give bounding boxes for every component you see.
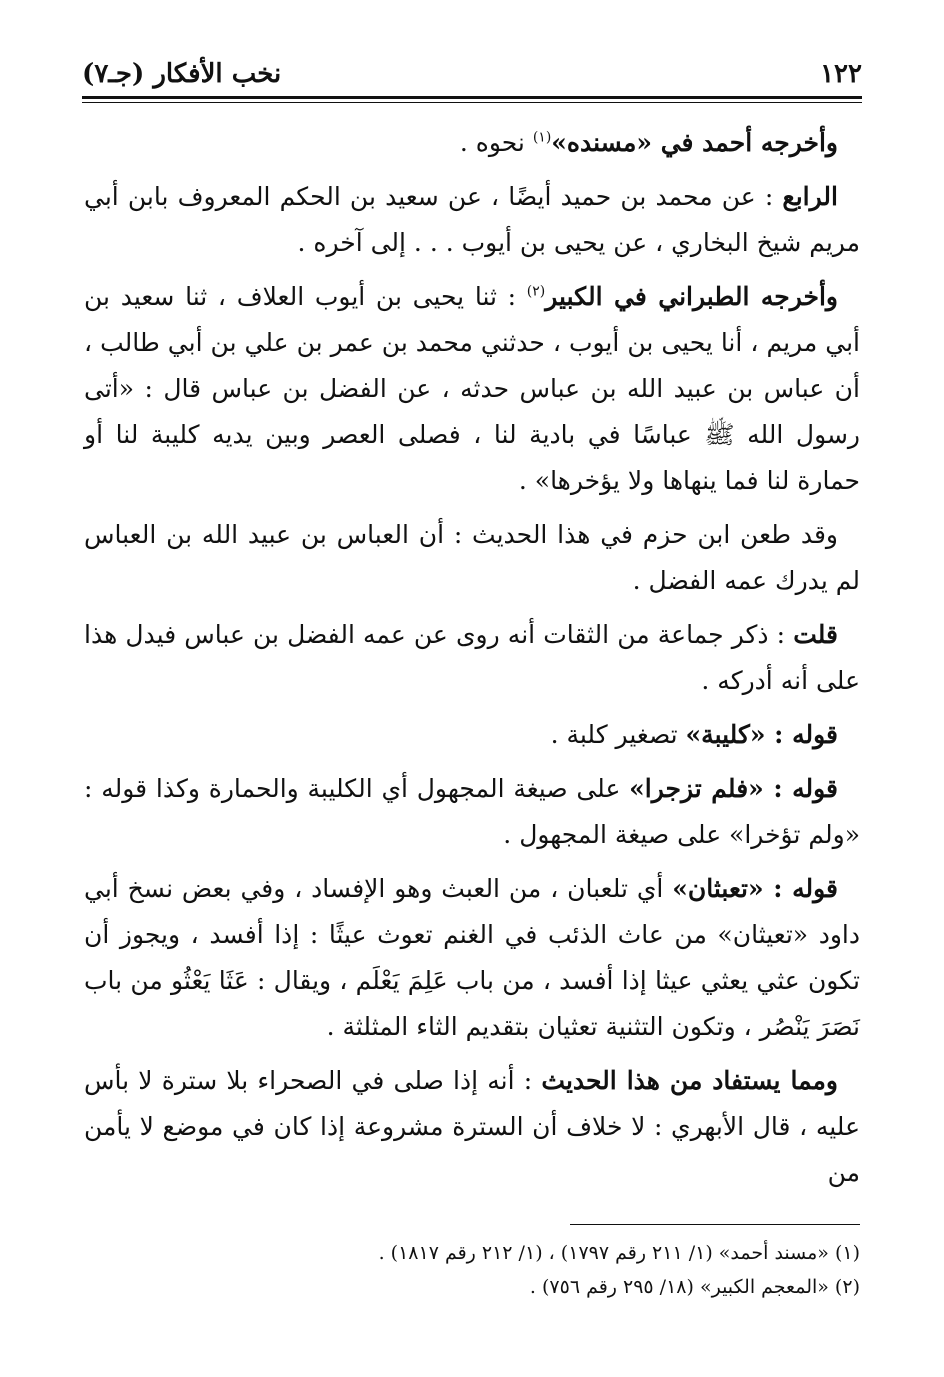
paragraph-text: نحوه .	[459, 128, 533, 157]
paragraph	[84, 866, 860, 1050]
paragraph-text: : أنه إذا صلى في الصحراء بلا سترة لا بأس عليه ، قال الأبهري : لا خلاف أن السترة مشروعة إذا كان في موضع لا يأمن من	[84, 1066, 860, 1187]
paragraph	[84, 174, 860, 266]
paragraph-lead: قوله : «تعبثان»	[672, 874, 838, 903]
paragraph-text: : عن محمد بن حميد أيضًا ، عن سعيد بن الحكم المعروف بابن أبي مريم شيخ البخاري ، عن يحيى بن أيوب . . . إلى آخره .	[84, 182, 860, 257]
paragraph-text: وقد طعن ابن حزم في هذا الحديث : أن العباس بن عبيد الله بن العباس لم يدرك عمه الفضل .	[84, 520, 860, 595]
paragraph-lead: قلت	[793, 620, 838, 649]
paragraph-text: : ثنا يحيى بن أيوب العلاف ، ثنا سعيد بن أبي مريم ، أنا يحيى بن أيوب ، حدثني محمد بن عمر بن علي بن أبي طالب ، أن عباس بن عبيد الله بن عباس حدثه ، عن الفضل بن عباس قال : «أتى رسول الله ﷺ عباسًا في بادية لنا ، فصلى العصر وبين يديه كليبة لنا أو حمارة لنا فما ينهاها ولا يؤخرها» .	[84, 282, 860, 495]
footnote-ref: (١)	[532, 129, 552, 146]
page-number: ١٢٢	[820, 59, 862, 89]
paragraph	[84, 274, 860, 504]
footnote: (٢) «المعجم الكبير» (١٨/ ٢٩٥ رقم ٧٥٦) .	[529, 1276, 860, 1298]
paragraph	[84, 120, 860, 166]
paragraph	[84, 766, 860, 858]
paragraph	[84, 1058, 860, 1196]
book-title: نخب الأفكار (جـ٧)	[82, 59, 282, 89]
paragraph	[84, 612, 860, 704]
footnote-rule	[570, 1224, 860, 1225]
footnote-ref: (٢)	[526, 283, 546, 300]
paragraph	[84, 712, 860, 758]
main-text	[84, 120, 860, 1196]
paragraph-text: على صيغة المجهول أي الكليبة والحمارة وكذا قوله : «ولم تؤخرا» على صيغة المجهول .	[84, 774, 860, 849]
paragraph-lead: قوله : «فلم تزجرا»	[629, 774, 838, 803]
header-rule-thick	[82, 96, 862, 99]
paragraph-lead: وأخرجه أحمد في «مسنده»	[551, 128, 838, 157]
paragraph-lead: ومما يستفاد من هذا الحديث	[541, 1066, 838, 1095]
paragraph-text: تصغير كلبة .	[550, 720, 686, 749]
paragraph-text: أي تلعبان ، من العبث وهو الإفساد ، وفي بعض نسخ أبي داود «تعيثان» من عاث الذئب في الغنم تعوث عيثًا : إذا أفسد ، ويجوز أن تكون عثي يعثي عيثا إذا أفسد ، من باب عَلِمَ يَعْلَم ، ويقال : عَثَا يَعْثُو من باب نَصَرَ يَنْصُر ، وتكون التثنية تعثيان بتقديم الثاء المثلثة .	[84, 874, 860, 1041]
footnote: (١) «مسند أحمد» (١/ ٢١١ رقم ١٧٩٧) ، (١/ ٢١٢ رقم ١٨١٧) .	[378, 1242, 860, 1264]
header-rule-thin	[82, 102, 862, 103]
running-header	[82, 54, 862, 94]
footnotes	[84, 1236, 860, 1304]
paragraph-lead: قوله : «كليبة»	[685, 720, 838, 749]
paragraph-lead: وأخرجه الطبراني في الكبير	[545, 282, 838, 311]
paragraph-lead: الرابع	[782, 182, 838, 211]
paragraph	[84, 512, 860, 604]
paragraph-text: : ذكر جماعة من الثقات أنه روى عن عمه الفضل بن عباس فيدل هذا على أنه أدركه .	[84, 620, 860, 695]
